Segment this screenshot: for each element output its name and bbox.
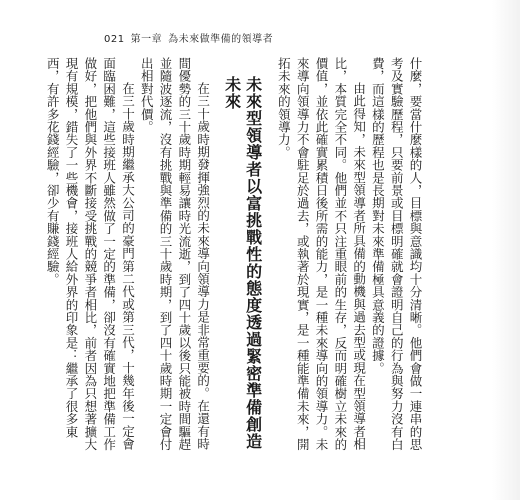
page-fold-shadow <box>492 0 520 500</box>
chapter-title: 為未來做準備的領導者 <box>168 34 274 45</box>
page-number: 021 <box>104 34 125 45</box>
paragraph-3: 在三十歲時期發揮強烈的未來導向領導力是非常重要的。在還有時間優勢的三十歲時期輕易讓時光流逝，到了四十歲以後只能被時間驅趕並隨波逐流，沒有挑戰與準備的三十歲時期，到了四十歲時期一定會付出相對代價。 <box>139 57 211 451</box>
vertical-text-body <box>45 57 424 457</box>
running-header <box>104 30 273 45</box>
chapter-label: 第一章 <box>130 34 163 45</box>
paragraph-1: 什麼，要當什麼樣的人，目標與意識均十分清晰。他們會做一連串的思考及實驗歷程，只要前景或目標明確就會證明自己的行為與努力沒有白費，而這樣的歷程也是長期對未來準備極具意義的證據。 <box>370 57 423 451</box>
paragraph-2: 由此得知，未來型領導者所具備的動機與過去型或現在型領導者相比，本質完全不同。他們並不只注重眼前的生存，反而明確樹立未來的價值，並依此確實累積日後所需的能力，是一種未來導向的領導力。未來導向領導力不會駐足於過去，或執著於現實，是一種能準備未來，開拓未來的領導力。 <box>276 57 367 451</box>
paragraph-4: 在三十歲時期繼承大公司的豪門第二代或第三代，十幾年後一定會面臨困難，這些接班人雖然做了一定的準備，卻沒有確實地把準備工作做好，把他們與外界不斷接受挑戰的競爭者相比，前者因為只想著擴大現有規模，錯失了一些機會，接班人給外界的印象是：繼承了很多東西，有許多花錢經驗，卻少有賺錢經驗。 <box>45 57 136 451</box>
section-heading: 未來型領導者以富挑戰性的態度透過緊密準備創造未來 <box>222 76 263 451</box>
